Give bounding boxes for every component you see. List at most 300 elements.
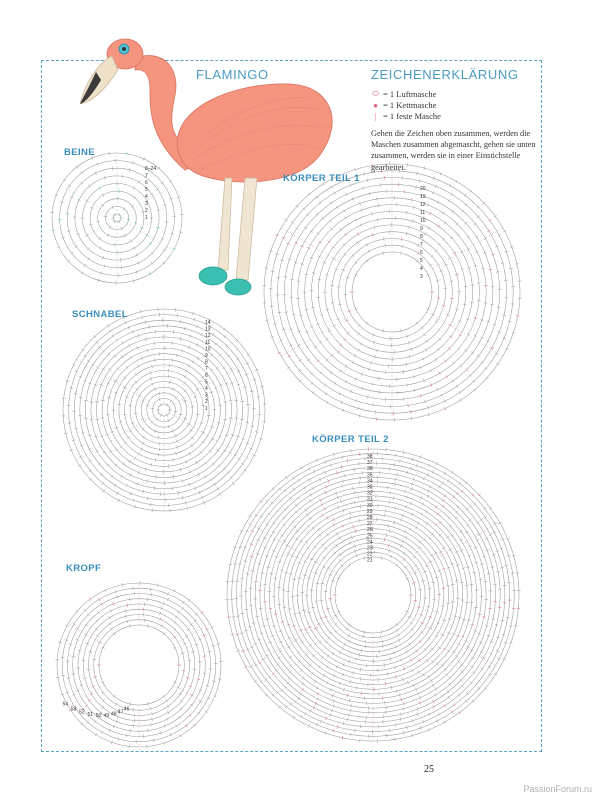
stitch-mark [278, 657, 281, 659]
stitch-mark [442, 505, 444, 508]
stitch-mark [310, 230, 313, 232]
stitch-mark [471, 657, 474, 659]
round-ring [264, 164, 520, 420]
stitch-mark [129, 745, 130, 749]
stitch-mark [177, 314, 178, 318]
stitch-mark [406, 363, 407, 367]
diagram-schnabel [61, 307, 266, 512]
round-ring [288, 510, 458, 680]
stitch-mark [249, 515, 252, 517]
stitch-mark [112, 335, 114, 338]
row-number: 11 [205, 339, 211, 346]
round-ring [332, 232, 453, 353]
stitch-mark [439, 372, 441, 375]
stitch-mark [298, 479, 300, 482]
stitch-mark [197, 357, 199, 360]
stitch-mark [154, 739, 155, 743]
stitch-mark [109, 152, 110, 156]
row-number: 37 [367, 460, 373, 467]
stitch-mark [324, 383, 326, 386]
stitch-mark [470, 649, 473, 651]
stitch-mark [439, 551, 442, 553]
stitch-mark [447, 479, 449, 482]
row-number: 6 [145, 180, 148, 186]
stitch-mark [494, 215, 497, 217]
stitch-mark [236, 616, 240, 617]
stitch-mark [306, 346, 309, 348]
stitch-mark [89, 598, 91, 601]
stitch-mark [382, 644, 383, 648]
stitch-mark [82, 349, 85, 351]
stitch-mark [437, 298, 441, 299]
stitch-mark [395, 482, 396, 486]
stitch-mark [509, 268, 513, 269]
stitch-mark [325, 338, 328, 340]
stitch-mark [429, 561, 432, 563]
stitch-mark [129, 460, 131, 463]
stitch-mark [334, 623, 337, 625]
stitch-mark [229, 400, 233, 401]
stitch-mark [189, 452, 191, 455]
round-ring [99, 625, 179, 705]
stitch-mark [339, 536, 341, 539]
stitch-mark [151, 503, 152, 507]
stitch-mark [127, 603, 128, 607]
section-beine: BEINE [64, 147, 96, 158]
row-number: 8–24 [145, 166, 157, 172]
stitch-mark [407, 383, 408, 387]
stitch-mark [327, 655, 329, 658]
stitch-mark [151, 262, 153, 265]
stitch-mark [355, 491, 356, 495]
row-number: 4 [145, 194, 148, 200]
stitch-mark [500, 568, 504, 569]
stitch-mark [478, 614, 482, 615]
stitch-mark [150, 325, 151, 329]
stitch-mark [431, 679, 433, 682]
row-number: 7 [145, 173, 148, 179]
stitch-mark [122, 583, 123, 587]
stitch-mark [190, 623, 193, 625]
round-ring [91, 337, 237, 483]
row-number: 38 [367, 454, 373, 460]
stitch-mark [365, 645, 366, 649]
stitch-mark [297, 345, 300, 347]
stitch-mark [418, 659, 420, 662]
stitch-mark [450, 281, 454, 282]
stitch-mark [304, 227, 307, 229]
stitch-mark [222, 367, 225, 369]
stitch-mark [84, 355, 87, 357]
stitch-mark [294, 700, 296, 703]
stitch-mark [482, 617, 486, 618]
row-number: 2 [145, 208, 148, 214]
stitch-mark [130, 356, 132, 359]
row-number: 12 [420, 202, 426, 208]
row-number: 8 [420, 234, 423, 240]
stitch-mark [190, 694, 193, 696]
stitch-mark [142, 442, 144, 445]
stitch-mark [260, 515, 263, 517]
stitch-mark [452, 379, 454, 382]
stitch-mark [483, 507, 486, 509]
row-number: 35 [367, 472, 373, 479]
stitch-mark [330, 202, 332, 205]
stitch-mark [333, 523, 335, 526]
stitch-mark [156, 475, 157, 479]
stitch-mark [68, 423, 72, 424]
stitch-mark [331, 185, 333, 188]
stitch-mark [343, 209, 345, 212]
stitch-mark [460, 251, 463, 253]
stitch-mark [172, 341, 173, 345]
round-ring [130, 376, 198, 444]
stitch-mark [173, 636, 176, 638]
stitch-mark [65, 625, 68, 627]
page-number: 25 [424, 764, 434, 775]
stitch-mark [262, 659, 265, 661]
stitch-mark [408, 404, 409, 408]
stitch-mark [199, 701, 202, 703]
stitch-mark [459, 482, 461, 485]
stitch-mark [72, 674, 76, 675]
stitch-mark [480, 519, 483, 521]
stitch-mark [439, 713, 441, 716]
row-number: 30 [367, 502, 373, 509]
stitch-mark [163, 249, 166, 251]
stitch-mark [277, 664, 280, 666]
stitch-mark [277, 277, 281, 278]
stitch-mark [408, 616, 411, 618]
stitch-mark [325, 392, 327, 395]
stitch-mark [137, 365, 139, 368]
row-number: 31 [367, 496, 373, 503]
stitch-mark [133, 187, 135, 190]
stitch-mark [360, 505, 361, 509]
row-number: 36 [367, 466, 373, 473]
stitch-mark [204, 475, 206, 478]
watermark: PassionForum.ru [523, 784, 592, 794]
stitch-mark [89, 460, 92, 462]
stitch-mark [479, 579, 483, 580]
stitch-mark [408, 643, 410, 646]
stitch-mark [319, 341, 322, 343]
stitch-mark [360, 668, 361, 672]
stitch-mark [70, 252, 73, 254]
stitch-mark [160, 414, 162, 417]
stitch-mark [459, 530, 462, 532]
stitch-mark [448, 650, 451, 652]
stitch-mark [464, 194, 466, 197]
row-number: 13 [205, 326, 211, 333]
stitch-mark [76, 166, 78, 169]
stitch-mark [459, 391, 461, 394]
stitch-mark [135, 373, 137, 376]
row-number: 9 [420, 226, 423, 232]
stitch-mark [300, 693, 302, 696]
round-ring [284, 184, 499, 399]
row-number: 26 [367, 527, 373, 534]
stitch-mark [386, 706, 387, 710]
stitch-mark [156, 188, 159, 190]
stitch-mark [442, 547, 445, 549]
round-ring [271, 171, 513, 413]
round-ring [152, 398, 175, 421]
stitch-mark [185, 369, 187, 372]
stitch-mark [229, 418, 233, 419]
stitch-mark [300, 715, 302, 718]
stitch-mark [183, 601, 185, 604]
stitch-mark [295, 228, 298, 230]
stitch-mark [118, 220, 120, 223]
stitch-mark [381, 635, 382, 639]
row-number: 4 [205, 386, 208, 392]
round-ring [78, 604, 200, 726]
stitch-mark [151, 593, 152, 597]
stitch-mark [300, 540, 303, 542]
stitch-mark [384, 237, 385, 241]
ellipse-icon: ⬭ [372, 89, 379, 98]
stitch-mark [326, 665, 328, 668]
stitch-mark [260, 573, 264, 574]
row-number: 2 [205, 399, 208, 406]
stitch-mark [241, 613, 245, 614]
stitch-mark [180, 734, 182, 737]
stitch-spoke [169, 360, 251, 408]
stitch-mark [271, 271, 275, 272]
stitch-mark [425, 510, 427, 513]
stitch-mark [410, 622, 413, 624]
stitch-mark [356, 241, 358, 244]
stitch-mark [460, 539, 463, 541]
row-number: 51 [87, 711, 94, 718]
stitch-mark [178, 611, 180, 614]
stitch-mark [279, 651, 282, 653]
stitch-mark [285, 476, 287, 479]
stitch-mark [147, 497, 148, 501]
stitch-mark [180, 320, 181, 324]
stitch-mark [166, 699, 168, 702]
stitch-mark [442, 482, 444, 485]
stitch-mark [103, 490, 105, 493]
diagram-beine [50, 152, 183, 285]
row-number: 19 [420, 194, 426, 200]
stitch-mark [148, 729, 149, 733]
round-ring [85, 331, 242, 488]
stitch-mark [85, 705, 88, 707]
stitch-mark [375, 410, 376, 414]
stitch-mark [109, 622, 111, 625]
stitch-mark [90, 693, 93, 695]
row-number: 54 [62, 701, 69, 708]
stitch-mark [426, 522, 428, 525]
stitch-mark [56, 677, 60, 678]
round-ring [305, 205, 480, 380]
stitch-mark [96, 450, 99, 452]
round-ring [57, 583, 221, 747]
stitch-mark [305, 309, 309, 310]
stitch-mark [203, 673, 207, 674]
stitch-mark [435, 635, 438, 637]
stitch-mark [310, 710, 312, 713]
stitch-mark [348, 634, 350, 637]
stitch-mark [431, 582, 435, 583]
stitch-mark [461, 664, 464, 666]
stitch-mark [451, 535, 454, 537]
stitch-mark [444, 472, 446, 475]
stitch-mark [448, 199, 450, 202]
stitch-mark [84, 264, 86, 267]
stitch-mark [251, 426, 255, 427]
stitch-mark [444, 494, 446, 497]
stitch-mark [318, 665, 320, 668]
stitch-mark [149, 273, 151, 276]
stitch-mark [463, 304, 467, 305]
stitch-mark [131, 206, 134, 208]
stitch-mark [398, 633, 400, 636]
stitch-mark [232, 617, 236, 618]
stitch-mark [442, 499, 444, 502]
stitch-mark [223, 450, 226, 452]
stitch-mark [274, 579, 278, 580]
stitch-mark [258, 662, 261, 664]
stitch-mark [167, 711, 169, 714]
stitch-mark [470, 302, 474, 303]
stitch-mark [169, 180, 172, 182]
stitch-mark [497, 307, 501, 308]
stitch-mark [293, 716, 295, 719]
stitch-mark [410, 659, 412, 662]
stitch-mark [272, 522, 275, 524]
row-number: 34 [367, 478, 373, 485]
row-number: 7 [420, 242, 423, 248]
stitch-mark [81, 272, 83, 275]
stitch-mark [187, 628, 190, 630]
stitch-mark [305, 274, 309, 275]
stitch-mark [173, 248, 176, 250]
row-number: 48 [111, 711, 117, 718]
stitch-mark [255, 514, 258, 516]
stitch-mark [299, 359, 302, 361]
stitch-mark [264, 679, 267, 681]
stitch-mark [87, 360, 90, 362]
stitch-mark [314, 680, 316, 683]
stitch-mark [173, 330, 174, 334]
stitch-mark [444, 721, 446, 724]
stitch-mark [396, 629, 398, 632]
stitch-mark [347, 459, 348, 463]
row-number: 5 [420, 258, 423, 264]
stitch-mark [489, 507, 492, 509]
stitch-mark [395, 478, 396, 482]
stitch-mark [460, 582, 464, 583]
stitch-mark [377, 197, 378, 201]
stitch-mark [218, 679, 222, 680]
stitch-mark [426, 565, 429, 567]
stitch-mark [283, 540, 286, 542]
stitch-mark [208, 651, 212, 652]
stitch-mark [345, 216, 347, 219]
stitch-mark [127, 152, 128, 156]
stitch-mark [418, 522, 420, 525]
stitch-mark [445, 360, 447, 363]
stitch-mark [336, 544, 338, 547]
stitch-mark [411, 410, 412, 414]
stitch-mark [427, 495, 429, 498]
stitch-mark [191, 444, 193, 447]
stitch-mark [511, 573, 515, 574]
stitch-mark [481, 668, 484, 670]
stitch-mark [273, 539, 276, 541]
stitch-mark [310, 494, 312, 497]
stitch-mark [452, 210, 454, 213]
diagram-korper2 [225, 447, 520, 742]
round-ring [326, 545, 421, 643]
stitch-mark [283, 524, 286, 526]
stitch-mark [487, 230, 490, 232]
stitch-mark [467, 333, 470, 335]
stitch-mark [345, 365, 347, 368]
row-number: 3 [205, 392, 208, 399]
stitch-mark [391, 686, 392, 690]
stitch-mark [166, 414, 168, 417]
stitch-mark [435, 358, 437, 361]
stitch-mark [429, 264, 432, 266]
stitch-mark [203, 656, 207, 657]
legend-note: Gehen die Zeichen oben zusammen, werden die Maschen zusammen abgemascht, gehen sie unten zusammen, werden sie in einer Einstichstelle gearbeitet. [371, 129, 536, 172]
round-ring [227, 449, 519, 741]
round-ring [74, 320, 254, 500]
stitch-mark [109, 330, 111, 333]
stitch-mark [285, 219, 288, 221]
stitch-mark [85, 634, 88, 636]
stitch-mark [76, 627, 79, 629]
row-number: 4 [420, 266, 423, 272]
stitch-mark [110, 628, 112, 631]
stitch-mark [323, 557, 326, 559]
round-ring [141, 387, 187, 433]
stitch-mark [109, 616, 111, 619]
row-number: 3 [145, 201, 148, 207]
stitch-mark [217, 450, 220, 452]
stitch-mark [192, 360, 194, 363]
stitch-mark [305, 712, 307, 715]
stitch-mark [182, 607, 184, 610]
stitch-mark [175, 308, 176, 312]
row-number: 24 [367, 539, 373, 546]
row-number: 6 [205, 372, 208, 379]
round-ring [62, 588, 216, 742]
legend-item-kettmasche: ● = 1 Kettmasche [373, 100, 437, 110]
stitch-mark [443, 212, 445, 215]
stitch-mark [433, 700, 435, 703]
stitch-mark [404, 190, 405, 194]
stitch-mark [196, 388, 199, 390]
stitch-mark [265, 524, 268, 526]
stitch-mark [118, 213, 120, 216]
round-ring [83, 184, 152, 253]
stitch-mark [298, 697, 300, 700]
stitch-mark [490, 304, 494, 305]
stitch-mark [205, 711, 208, 713]
stitch-mark [293, 579, 297, 580]
stitch-mark [345, 320, 348, 322]
stitch-mark [387, 672, 388, 676]
stitch-mark [467, 524, 470, 526]
stitch-mark [417, 252, 419, 255]
stitch-mark [67, 678, 71, 679]
round-ring [335, 557, 411, 633]
